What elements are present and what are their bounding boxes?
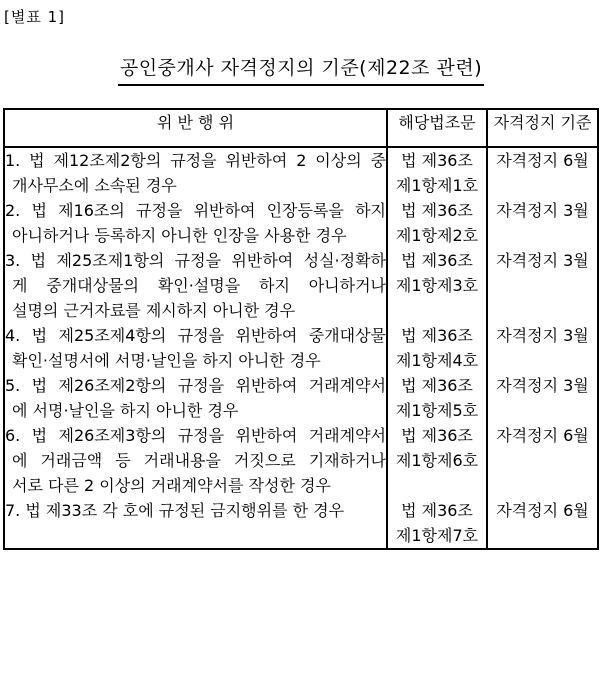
violation-text-line: 6. 법 제26조제3항의 규정을 위반하여 거래계약서: [5, 426, 386, 445]
violation-cell: [4, 423, 387, 498]
violation-text-line: 에 서명·날인을 하지 아니한 경우: [12, 401, 239, 420]
law-clause-line: 제1항제3호: [395, 276, 479, 295]
law-clause-cell: [387, 423, 487, 498]
table-row: [4, 323, 598, 373]
annex-label: [별표 1]: [4, 8, 65, 26]
law-clause-cell: [387, 373, 487, 423]
law-clause-line: 제1항제5호: [395, 401, 479, 420]
violation-text-line: 확인·설명서에 서명·날인을 하지 아니한 경우: [12, 351, 321, 370]
suspension-period-cell: 자격정지 3월: [487, 373, 598, 423]
law-clause-line: 법 제36조: [401, 201, 473, 220]
law-clause-line: 제1항제7호: [395, 526, 479, 545]
violation-cell: [4, 323, 387, 373]
violation-text-line: 5. 법 제26조제2항의 규정을 위반하여 거래계약서: [5, 376, 386, 395]
table-header-row: [4, 109, 598, 147]
suspension-period-cell: 자격정지 6월: [487, 423, 598, 498]
violation-text-line: 아니하거나 등록하지 아니한 인장을 사용한 경우: [12, 226, 347, 245]
law-clause-line: 제1항제6호: [395, 451, 479, 470]
violation-cell: [4, 498, 387, 549]
law-clause-line: 법 제36조: [401, 501, 473, 520]
suspension-period-cell: 자격정지 3월: [487, 198, 598, 248]
law-clause-cell: [387, 498, 487, 549]
law-clause-cell: [387, 147, 487, 198]
law-clause-cell: [387, 198, 487, 248]
violation-text-line: 7. 법 제33조 각 호에 규정된 금지행위를 한 경우: [5, 501, 345, 520]
violation-cell: [4, 373, 387, 423]
law-clause-cell: [387, 248, 487, 323]
suspension-period-cell: 자격정지 6월: [487, 147, 598, 198]
violation-cell: [4, 147, 387, 198]
violation-text-line: 서로 다른 2 이상의 거래계약서를 작성한 경우: [12, 476, 331, 495]
law-clause-line: 법 제36조: [401, 151, 473, 170]
violation-text-line: 4. 법 제25조제4항의 규정을 위반하여 중개대상물: [5, 326, 386, 345]
law-clause-line: 법 제36조: [401, 376, 473, 395]
table-row: [4, 248, 598, 323]
page-title: 공인중개사 자격정지의 기준(제22조 관련): [118, 53, 484, 86]
table-row: [4, 373, 598, 423]
law-clause-line: 제1항제2호: [395, 226, 479, 245]
law-clause-line: 법 제36조: [401, 251, 473, 270]
violation-cell: [4, 248, 387, 323]
table-row: [4, 147, 598, 198]
law-clause-cell: [387, 323, 487, 373]
table-row: [4, 498, 598, 549]
law-clause-line: 제1항제4호: [395, 351, 479, 370]
suspension-criteria-table: [3, 108, 599, 550]
col-header-suspension-criteria: 자격정지 기준: [487, 109, 598, 147]
col-header-law-clause: 해당법조문: [387, 109, 487, 147]
violation-text-line: 에 거래금액 등 거래내용을 거짓으로 기재하거나: [12, 451, 386, 470]
violation-text-line: 게 중개대상물의 확인·설명을 하지 아니하거나: [12, 276, 386, 295]
suspension-period-cell: 자격정지 6월: [487, 498, 598, 549]
law-clause-line: 법 제36조: [401, 426, 473, 445]
table-row: [4, 423, 598, 498]
violation-text-line: 1. 법 제12조제2항의 규정을 위반하여 2 이상의 중: [5, 151, 386, 170]
violation-text-line: 설명의 근거자료를 제시하지 아니한 경우: [12, 301, 296, 320]
suspension-period-cell: 자격정지 3월: [487, 248, 598, 323]
law-clause-line: 법 제36조: [401, 326, 473, 345]
table-body: [4, 147, 598, 549]
law-clause-line: 제1항제1호: [395, 176, 479, 195]
violation-text-line: 2. 법 제16조의 규정을 위반하여 인장등록을 하지: [5, 201, 386, 220]
violation-cell: [4, 198, 387, 248]
title-wrap: [3, 53, 599, 85]
violation-text-line: 개사무소에 소속된 경우: [12, 176, 177, 195]
col-header-violation: 위 반 행 위: [4, 109, 387, 147]
suspension-period-cell: 자격정지 3월: [487, 323, 598, 373]
violation-text-line: 3. 법 제25조제1항의 규정을 위반하여 성실·정확하: [5, 251, 386, 270]
table-row: [4, 198, 598, 248]
